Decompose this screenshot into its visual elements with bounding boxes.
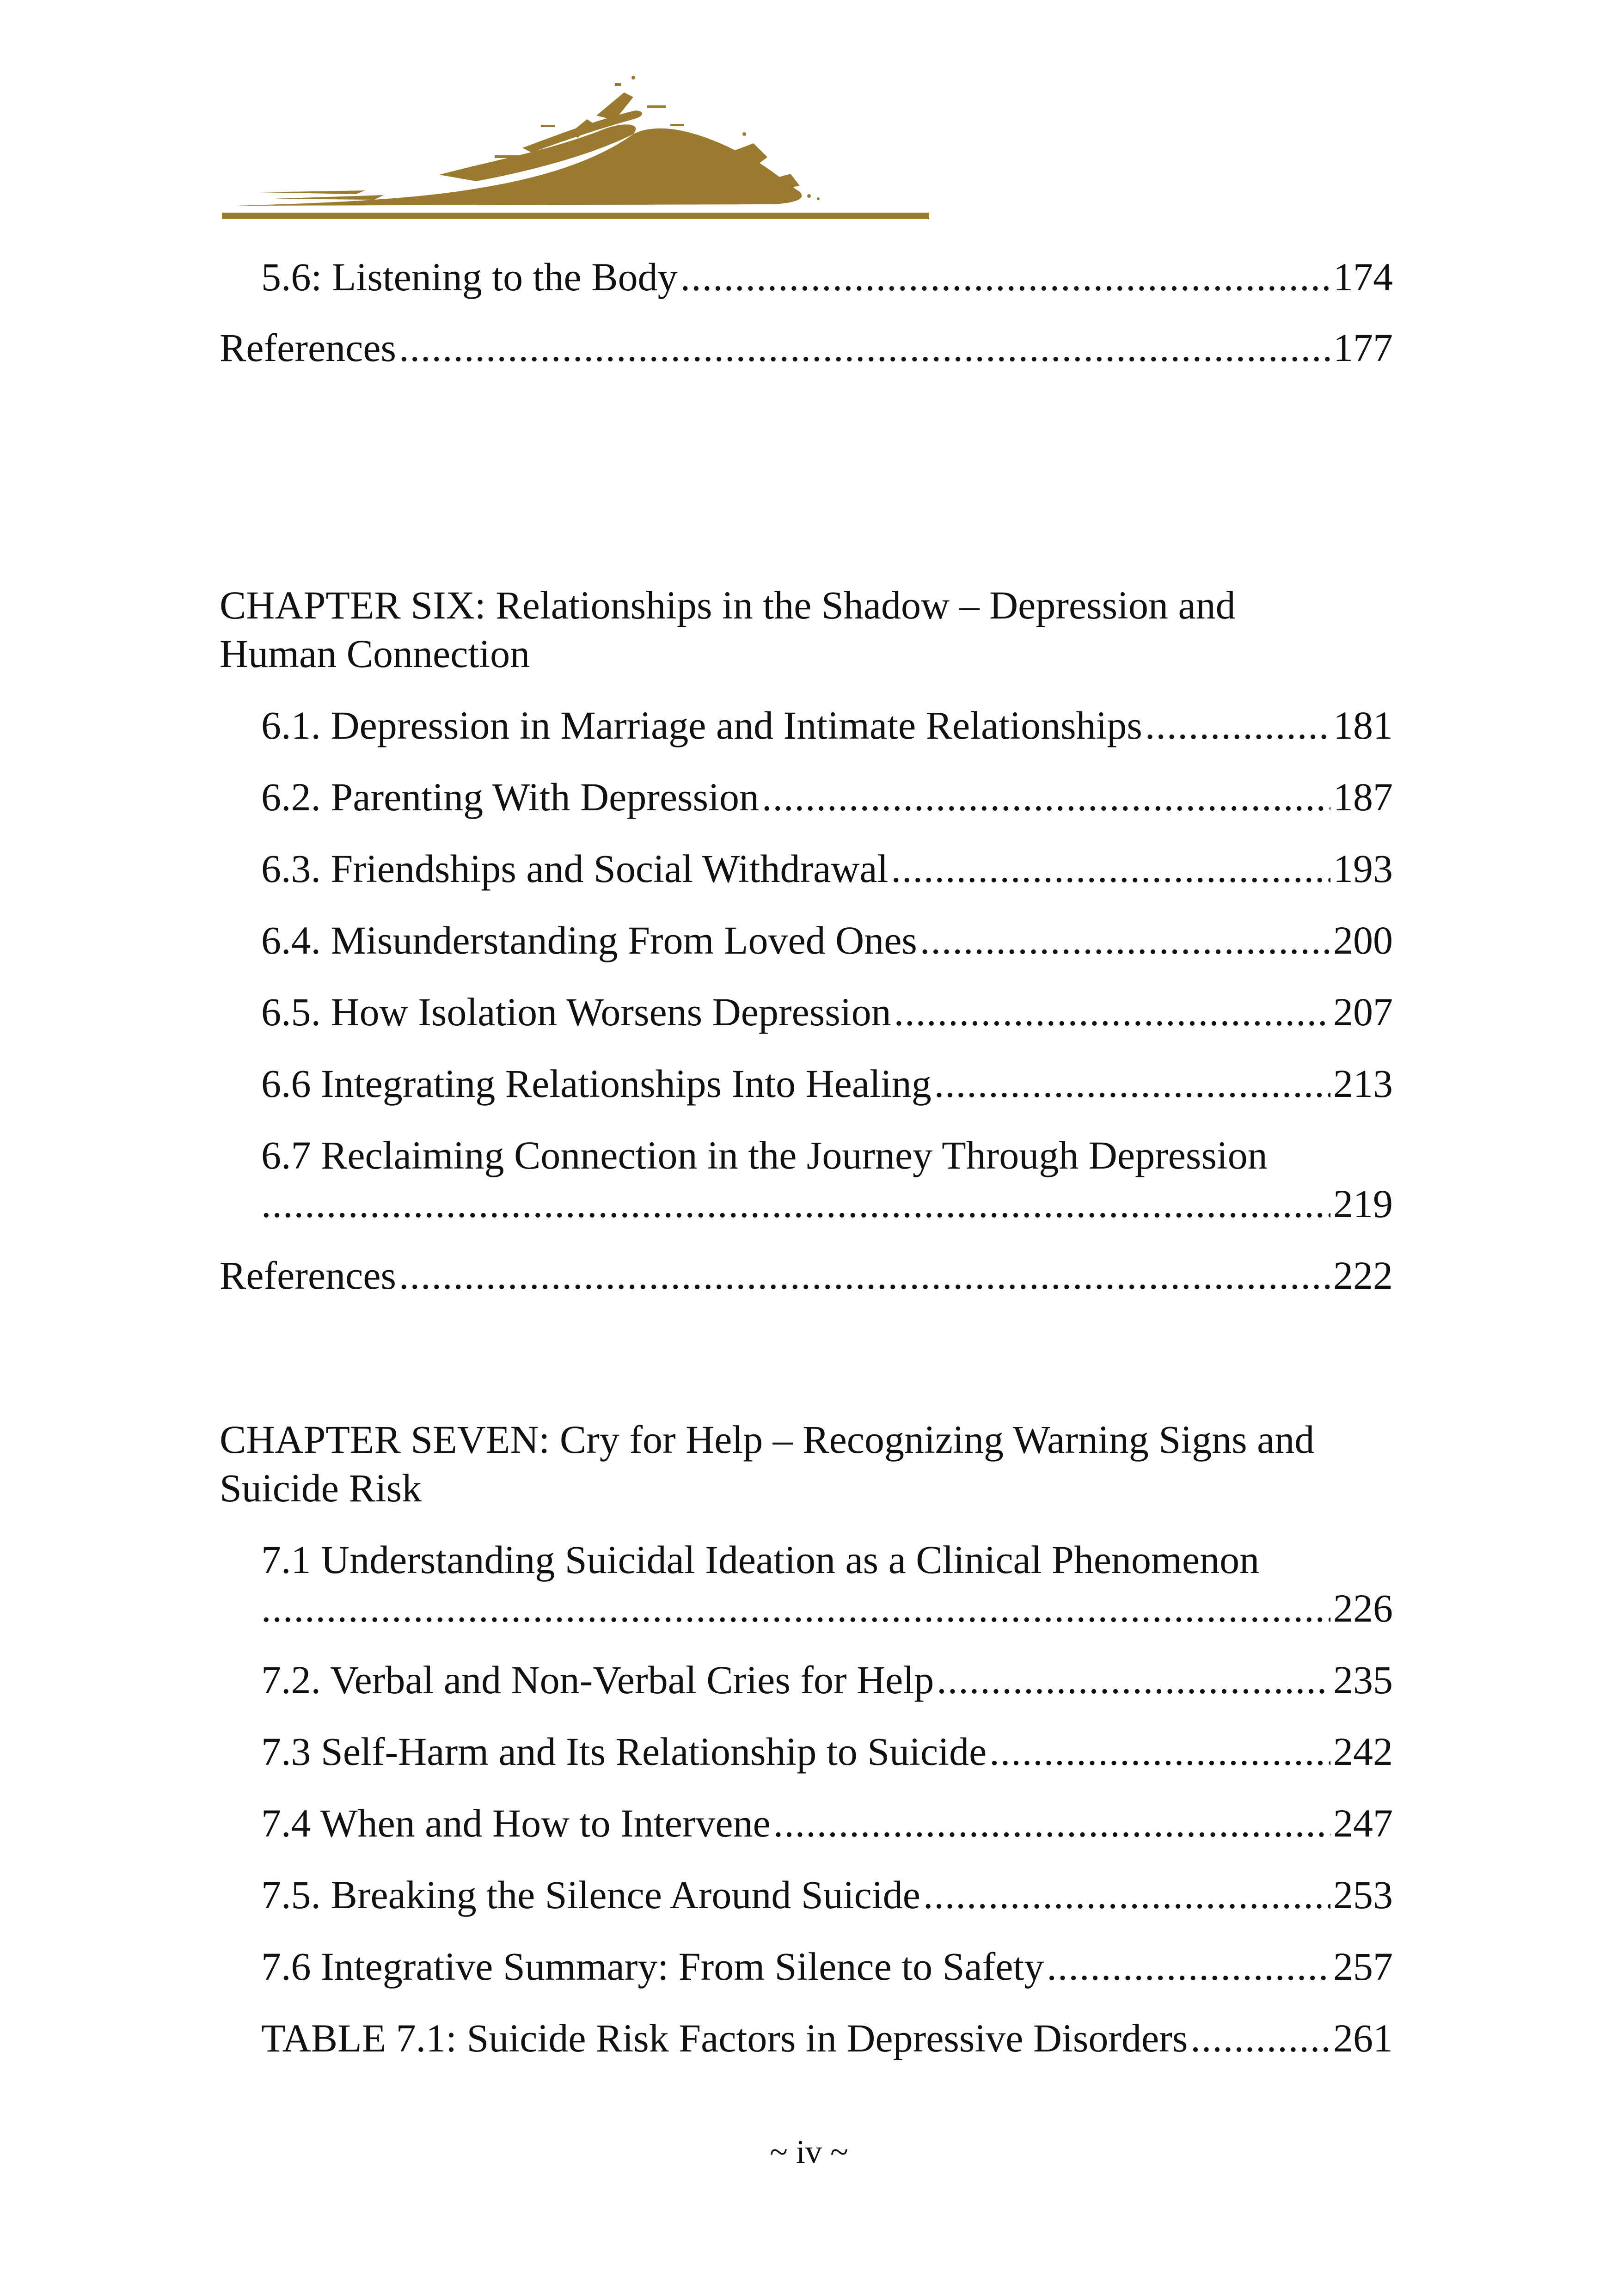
- toc-entry-title: 7.1 Understanding Suicidal Ideation as a Clinical Phenomenon: [261, 1537, 1260, 1582]
- dot-leader: [920, 915, 1330, 965]
- dot-leader: [989, 1727, 1330, 1776]
- toc-entry-title: 6.6 Integrating Relationships Into Healing: [261, 1061, 932, 1106]
- toc-entry-page: 253: [1333, 1873, 1393, 1917]
- toc-entry-title: 6.7 Reclaiming Connection in the Journey Through Depression: [261, 1133, 1268, 1177]
- dot-leader: [261, 1583, 1330, 1633]
- toc-entry-title: References: [220, 1253, 396, 1298]
- chapter-heading: CHAPTER SIX: Relationships in the Shadow – Depression and: [220, 583, 1236, 627]
- toc-entry: [261, 772, 1393, 822]
- toc-entry-page: 193: [1333, 846, 1393, 891]
- toc-entry-page: 207: [1333, 990, 1393, 1034]
- toc-entry: [261, 2013, 1393, 2063]
- toc-entry-title: 6.4. Misunderstanding From Loved Ones: [261, 918, 917, 962]
- toc-entry-title: TABLE 7.1: Suicide Risk Factors in Depressive Disorders: [261, 2016, 1188, 2060]
- toc-entry-page: 177: [1333, 325, 1393, 370]
- toc-entry-page: 261: [1333, 2016, 1393, 2060]
- toc-entry-title: 7.4 When and How to Intervene: [261, 1801, 771, 1845]
- dot-leader: [1145, 700, 1330, 750]
- toc-entry-title: 7.6 Integrative Summary: From Silence to Safety: [261, 1944, 1044, 1989]
- header-ornament: [217, 65, 938, 231]
- toc-entry-page: 174: [1333, 255, 1393, 299]
- toc-entry-title: 7.2. Verbal and Non-Verbal Cries for Help: [261, 1658, 934, 1702]
- toc-entry-page: 226: [1333, 1586, 1393, 1630]
- toc-entry-page: 257: [1333, 1944, 1393, 1989]
- toc-entry: [261, 1941, 1393, 1991]
- dot-leader: [261, 1179, 1330, 1229]
- toc-entry-page: 222: [1333, 1253, 1393, 1298]
- toc-entry: [261, 1059, 1393, 1108]
- dot-leader: [762, 772, 1330, 822]
- dot-leader: [399, 323, 1330, 373]
- dot-leader: [923, 1870, 1330, 1920]
- toc-entry: [261, 987, 1393, 1037]
- toc-entry-title: 7.3 Self-Harm and Its Relationship to Suicide: [261, 1729, 987, 1774]
- toc-entry-continued: [261, 1179, 1393, 1229]
- toc-entry-page: 219: [1333, 1182, 1393, 1226]
- dot-leader: [934, 1059, 1330, 1108]
- toc-entry-title: 6.2. Parenting With Depression: [261, 775, 759, 819]
- toc-entry: [261, 1870, 1393, 1920]
- toc-entry-page: 187: [1333, 775, 1393, 819]
- dot-leader: [680, 252, 1330, 302]
- toc-entry: [261, 1727, 1393, 1776]
- chapter-heading-continued: Human Connection: [220, 631, 530, 676]
- toc-entry-title: 6.3. Friendships and Social Withdrawal: [261, 846, 889, 891]
- toc-entry-page: 247: [1333, 1801, 1393, 1845]
- toc-entry-title: 5.6: Listening to the Body: [261, 255, 678, 299]
- page-number: ~ iv ~: [770, 2133, 848, 2170]
- dot-leader: [894, 987, 1330, 1037]
- dot-leader: [1190, 2013, 1330, 2063]
- toc-entry: [261, 700, 1393, 750]
- dot-leader: [773, 1798, 1330, 1848]
- toc-entry-page: 181: [1333, 703, 1393, 747]
- toc-entry: [261, 1655, 1393, 1705]
- toc-entry-title: 6.1. Depression in Marriage and Intimate Relationships: [261, 703, 1142, 747]
- dot-leader: [937, 1655, 1330, 1705]
- toc-entry: [261, 1798, 1393, 1848]
- toc-entry-title: 7.5. Breaking the Silence Around Suicide: [261, 1873, 920, 1917]
- toc-entry-title: 6.5. How Isolation Worsens Depression: [261, 990, 891, 1034]
- toc-entry-page: 235: [1333, 1658, 1393, 1702]
- chapter-heading-continued: Suicide Risk: [220, 1466, 422, 1510]
- dot-leader: [399, 1250, 1330, 1300]
- dot-leader: [891, 844, 1330, 894]
- toc-entry-page: 213: [1333, 1061, 1393, 1106]
- toc-entry-continued: [261, 1583, 1393, 1633]
- dot-leader: [1047, 1941, 1330, 1991]
- toc-entry: [261, 915, 1393, 965]
- toc-entry-page: 242: [1333, 1729, 1393, 1774]
- toc-entry: [261, 844, 1393, 894]
- toc-entry: [220, 1250, 1393, 1300]
- toc-entry: [220, 323, 1393, 373]
- toc-entry-page: 200: [1333, 918, 1393, 962]
- chapter-heading: CHAPTER SEVEN: Cry for Help – Recognizing Warning Signs and: [220, 1417, 1315, 1462]
- toc-entry-title: References: [220, 325, 396, 370]
- toc-entry: [261, 252, 1393, 302]
